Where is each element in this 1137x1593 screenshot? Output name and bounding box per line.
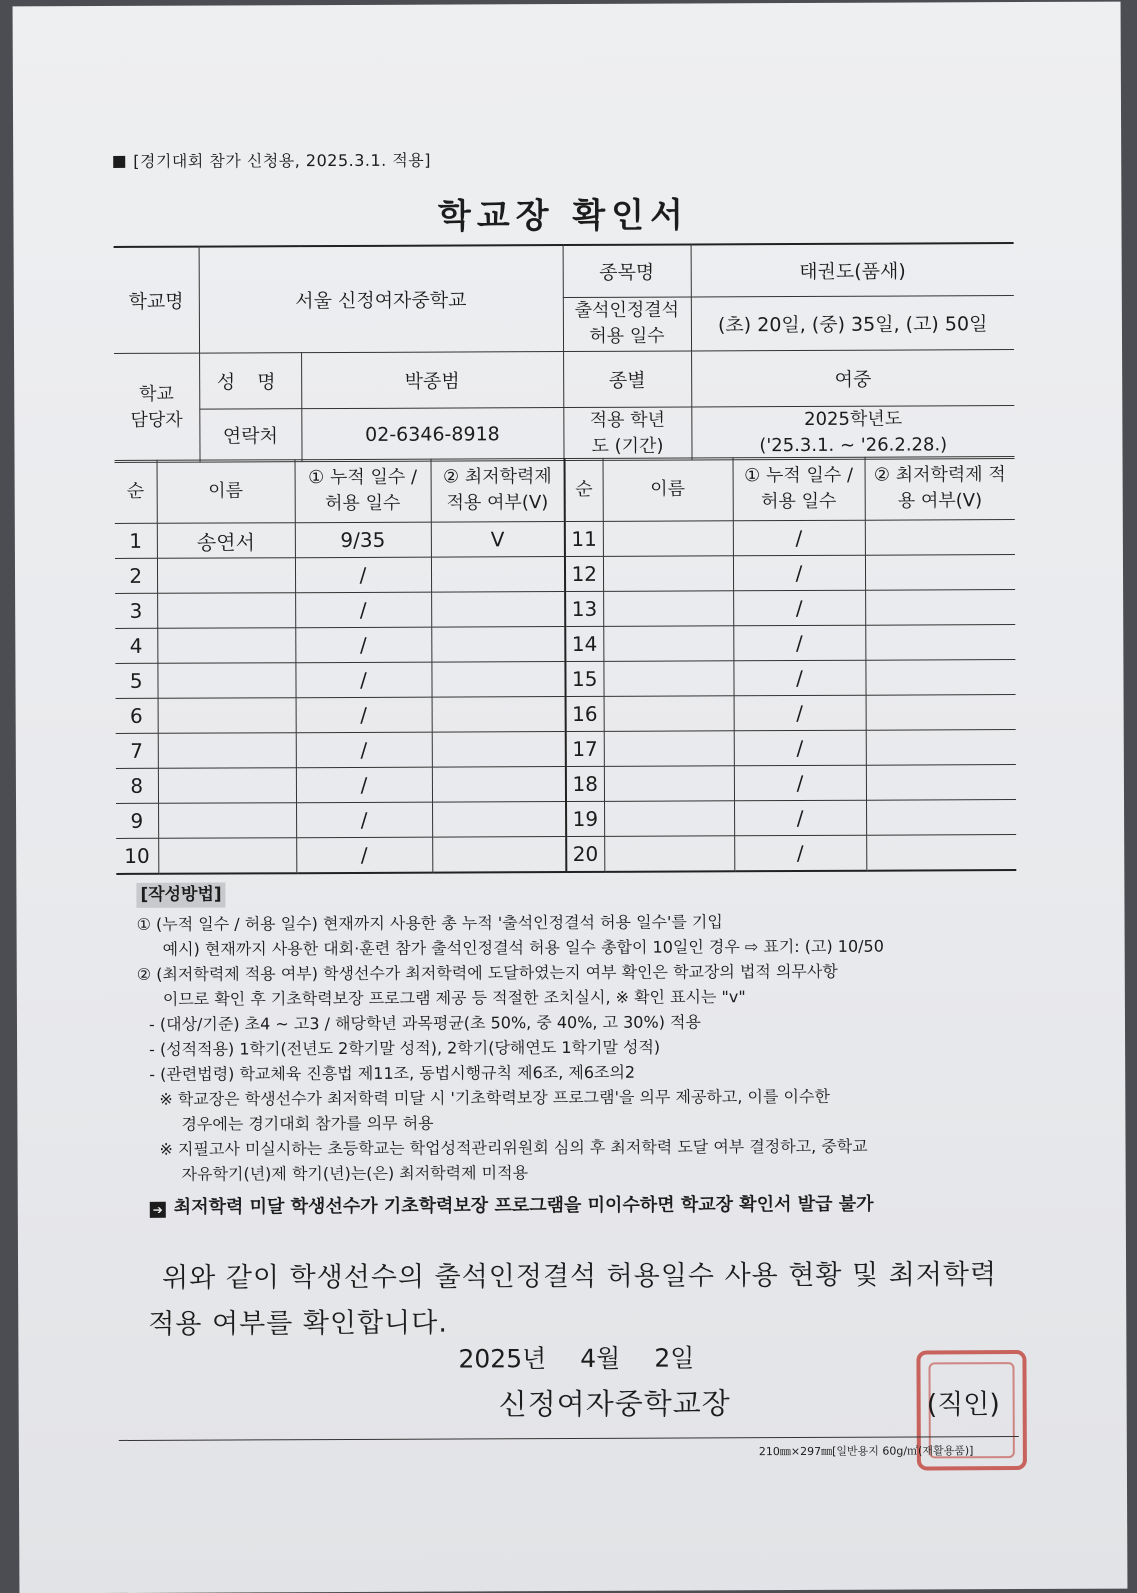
name-value: 박종범 (301, 351, 563, 408)
table-row (116, 800, 1016, 839)
header-minimum: ② 최저학력제 적용 여부(V) (431, 459, 565, 523)
row-no: 9 (116, 803, 158, 838)
row-no: 18 (566, 766, 604, 801)
table-row (115, 555, 1015, 594)
minimum-check (431, 627, 565, 663)
days-value: / (296, 697, 432, 733)
row-no: 3 (115, 593, 157, 628)
instruction-line: ② (최저학력제 적용 여부) 학생선수가 최저학력에 도달하였는지 여부 확인은 학교장의 법적 의무사항 (136, 961, 838, 984)
sport-value: 태권도(품새) (691, 243, 1014, 296)
student-name (603, 626, 733, 662)
table-row (115, 520, 1015, 559)
header-name: 이름 (603, 458, 733, 522)
confirmation-statement (148, 1252, 1028, 1348)
row-no: 16 (566, 696, 604, 731)
student-name (604, 766, 734, 802)
table-row (115, 660, 1015, 699)
student-name (157, 628, 295, 664)
table-row (116, 765, 1016, 804)
row-no: 17 (566, 731, 604, 766)
category-label: 종별 (563, 350, 691, 407)
instructions (136, 878, 1017, 1220)
student-name (157, 558, 295, 594)
table-row (116, 835, 1016, 874)
minimum-check (432, 732, 566, 768)
table-row (116, 695, 1016, 734)
row-no: 6 (116, 698, 158, 733)
days-value: / (734, 695, 866, 731)
confirmation-line2: 적용 여부를 확인합니다. (148, 1307, 448, 1340)
days-value: / (733, 660, 865, 696)
category-value: 여중 (691, 349, 1014, 406)
student-name (158, 733, 296, 769)
info-table (114, 242, 1015, 462)
days-value: / (734, 765, 866, 801)
minimum-check (866, 695, 1016, 731)
table-row (116, 730, 1016, 769)
minimum-check (431, 662, 565, 698)
minimum-check (432, 697, 566, 733)
school-label: 학교명 (114, 247, 199, 353)
confirmation-line1: 위와 같이 학생선수의 출석인정결석 허용일수 사용 현황 및 최저학력 (162, 1259, 998, 1294)
arrow-box-icon: ➔ (150, 1202, 166, 1218)
days-value: / (734, 800, 866, 836)
row-no: 8 (116, 768, 158, 803)
row-no: 13 (565, 591, 603, 626)
minimum-check (866, 730, 1016, 766)
days-value: / (296, 802, 432, 838)
days-value: / (296, 767, 432, 803)
row-no: 4 (115, 628, 157, 663)
issue-date (458, 1338, 728, 1375)
year-value (691, 405, 1014, 459)
minimum-check (865, 590, 1015, 626)
header-days: ① 누적 일수 / 허용 일수 (295, 459, 431, 523)
row-no: 1 (115, 523, 157, 558)
row-no: 14 (565, 626, 603, 661)
table-row (115, 625, 1015, 664)
days-value: / (734, 835, 866, 871)
date-day: 2일 (654, 1343, 695, 1373)
student-name (157, 593, 295, 629)
header-no: 순 (115, 460, 157, 523)
school-value: 서울 신정여자중학교 (199, 245, 563, 353)
minimum-check (866, 835, 1016, 871)
student-name (604, 836, 734, 872)
roster-header-row (115, 457, 1015, 524)
row-no: 5 (115, 663, 157, 698)
student-name: 송연서 (157, 523, 295, 559)
minimum-check (865, 660, 1015, 696)
allowed-days-label: 출석인정결석 허용 일수 (563, 296, 691, 351)
minimum-check: V (431, 522, 565, 558)
days-value: / (296, 732, 432, 768)
minimum-check (866, 800, 1016, 836)
roster-table (115, 456, 1017, 875)
student-name (603, 591, 733, 627)
minimum-check (432, 837, 566, 873)
days-value: / (733, 520, 865, 556)
instruction-line: - (성적적용) 1학기(전년도 2학기말 성적), 2학기(당해연도 1학기말 성적) (149, 1037, 661, 1059)
paper-spec-footer: 210㎜×297㎜[일반용지 60g/㎡(재활용품)] (758, 1444, 974, 1459)
minimum-check (865, 520, 1015, 556)
header-days: ① 누적 일수 / 허용 일수 (733, 457, 865, 521)
warning-line: ➔ 최저학력 미달 학생선수가 기초학력보장 프로그램을 미이수하면 학교장 확인서 발급 불가 (138, 1191, 1018, 1220)
seal-label: (직인) (926, 1389, 1000, 1421)
header-minimum: ② 최저학력제 적용 여부(V) (865, 457, 1015, 521)
year-value-line2: ('25.3.1. ~ '26.2.28.) (759, 433, 948, 456)
date-month: 4월 (580, 1343, 621, 1373)
minimum-check (866, 765, 1016, 801)
student-name (158, 768, 296, 804)
row-no: 11 (565, 521, 603, 556)
sport-label: 종목명 (563, 244, 691, 297)
student-name (604, 731, 734, 767)
manager-label: 학교 담당자 (114, 353, 199, 462)
square-bullet-icon (113, 156, 125, 168)
instruction-line: ※ 지필고사 미실시하는 초등학교는 학업성적관리위원회 심의 후 최저학력 도달 여부 결정하고, 중학교 (159, 1136, 868, 1159)
days-value: / (296, 837, 432, 873)
year-label: 적용 학년도 (기간) (563, 406, 691, 460)
document-page (13, 2, 1128, 1593)
days-value: / (295, 662, 431, 698)
instruction-line: 예시) 현재까지 사용한 대회·훈련 참가 출석인정결석 허용 일수 총합이 10일인 경우 ⇨ 표기: (고) 10/50 (162, 936, 884, 959)
minimum-check (431, 592, 565, 628)
student-name (603, 661, 733, 697)
student-name (603, 521, 733, 557)
days-value: 9/35 (295, 522, 431, 558)
days-value: / (295, 592, 431, 628)
minimum-check (865, 625, 1015, 661)
instruction-line: 이므로 확인 후 기초학력보장 프로그램 제공 등 적절한 조치실시, ※ 확인 표시는 "v" (162, 987, 746, 1009)
instruction-line: ※ 학교장은 학생선수가 최저학력 미달 시 '기초학력보장 프로그램'을 의무 제공하고, 이를 이수한 (159, 1086, 830, 1109)
minimum-check (432, 767, 566, 803)
row-no: 2 (115, 558, 157, 593)
days-value: / (733, 590, 865, 626)
instruction-line: 경우에는 경기대회 참가를 의무 허용 (181, 1113, 434, 1134)
row-no: 15 (565, 661, 603, 696)
instruction-line: - (관련법령) 학교체육 진흥법 제11조, 동법시행규칙 제6조, 제6조의2 (149, 1062, 636, 1084)
name-label: 성 명 (199, 352, 301, 408)
student-name (604, 801, 734, 837)
date-year: 2025년 (458, 1344, 547, 1374)
instruction-line: ① (누적 일수 / 허용 일수) 현재까지 사용한 총 누적 '출석인정결석 허용 일수'를 기입 (136, 912, 723, 934)
minimum-check (432, 802, 566, 838)
days-value: / (733, 555, 865, 591)
form-usage-label: [경기대회 참가 신청용, 2025.3.1. 적용] (113, 148, 431, 172)
minimum-check (865, 555, 1015, 591)
days-value: / (734, 730, 866, 766)
student-name (158, 803, 296, 839)
row-no: 20 (566, 836, 604, 872)
student-name (603, 556, 733, 592)
row-no: 10 (116, 838, 158, 874)
days-value: / (733, 625, 865, 661)
row-no: 12 (565, 556, 603, 591)
principal-name: 신정여자중학교장 (498, 1386, 731, 1422)
instructions-title: [작성방법] (136, 883, 225, 908)
row-no: 19 (566, 801, 604, 836)
footer-divider (119, 1436, 1019, 1441)
table-row (115, 590, 1015, 629)
student-name (157, 663, 295, 699)
header-name: 이름 (157, 460, 295, 524)
allowed-days-value: (초) 20일, (중) 35일, (고) 50일 (691, 295, 1014, 350)
student-name (604, 696, 734, 732)
row-no: 7 (116, 733, 158, 768)
student-name (158, 838, 296, 874)
days-value: / (295, 557, 431, 593)
contact-label: 연락처 (199, 408, 301, 461)
year-value-line1: 2025학년도 (804, 408, 903, 430)
instruction-line: - (대상/기준) 초4 ~ 고3 / 해당학년 과목평균(초 50%, 중 40%, 고 30%) 적용 (148, 1012, 701, 1034)
student-name (158, 698, 296, 734)
page-title: 학교장 확인서 (437, 195, 690, 237)
instruction-line: 자유학기(년)제 학기(년)는(은) 최저학력제 미적용 (181, 1163, 529, 1184)
minimum-check (431, 557, 565, 593)
header-no: 순 (565, 458, 603, 521)
contact-value: 02-6346-8918 (301, 407, 563, 461)
days-value: / (295, 627, 431, 663)
